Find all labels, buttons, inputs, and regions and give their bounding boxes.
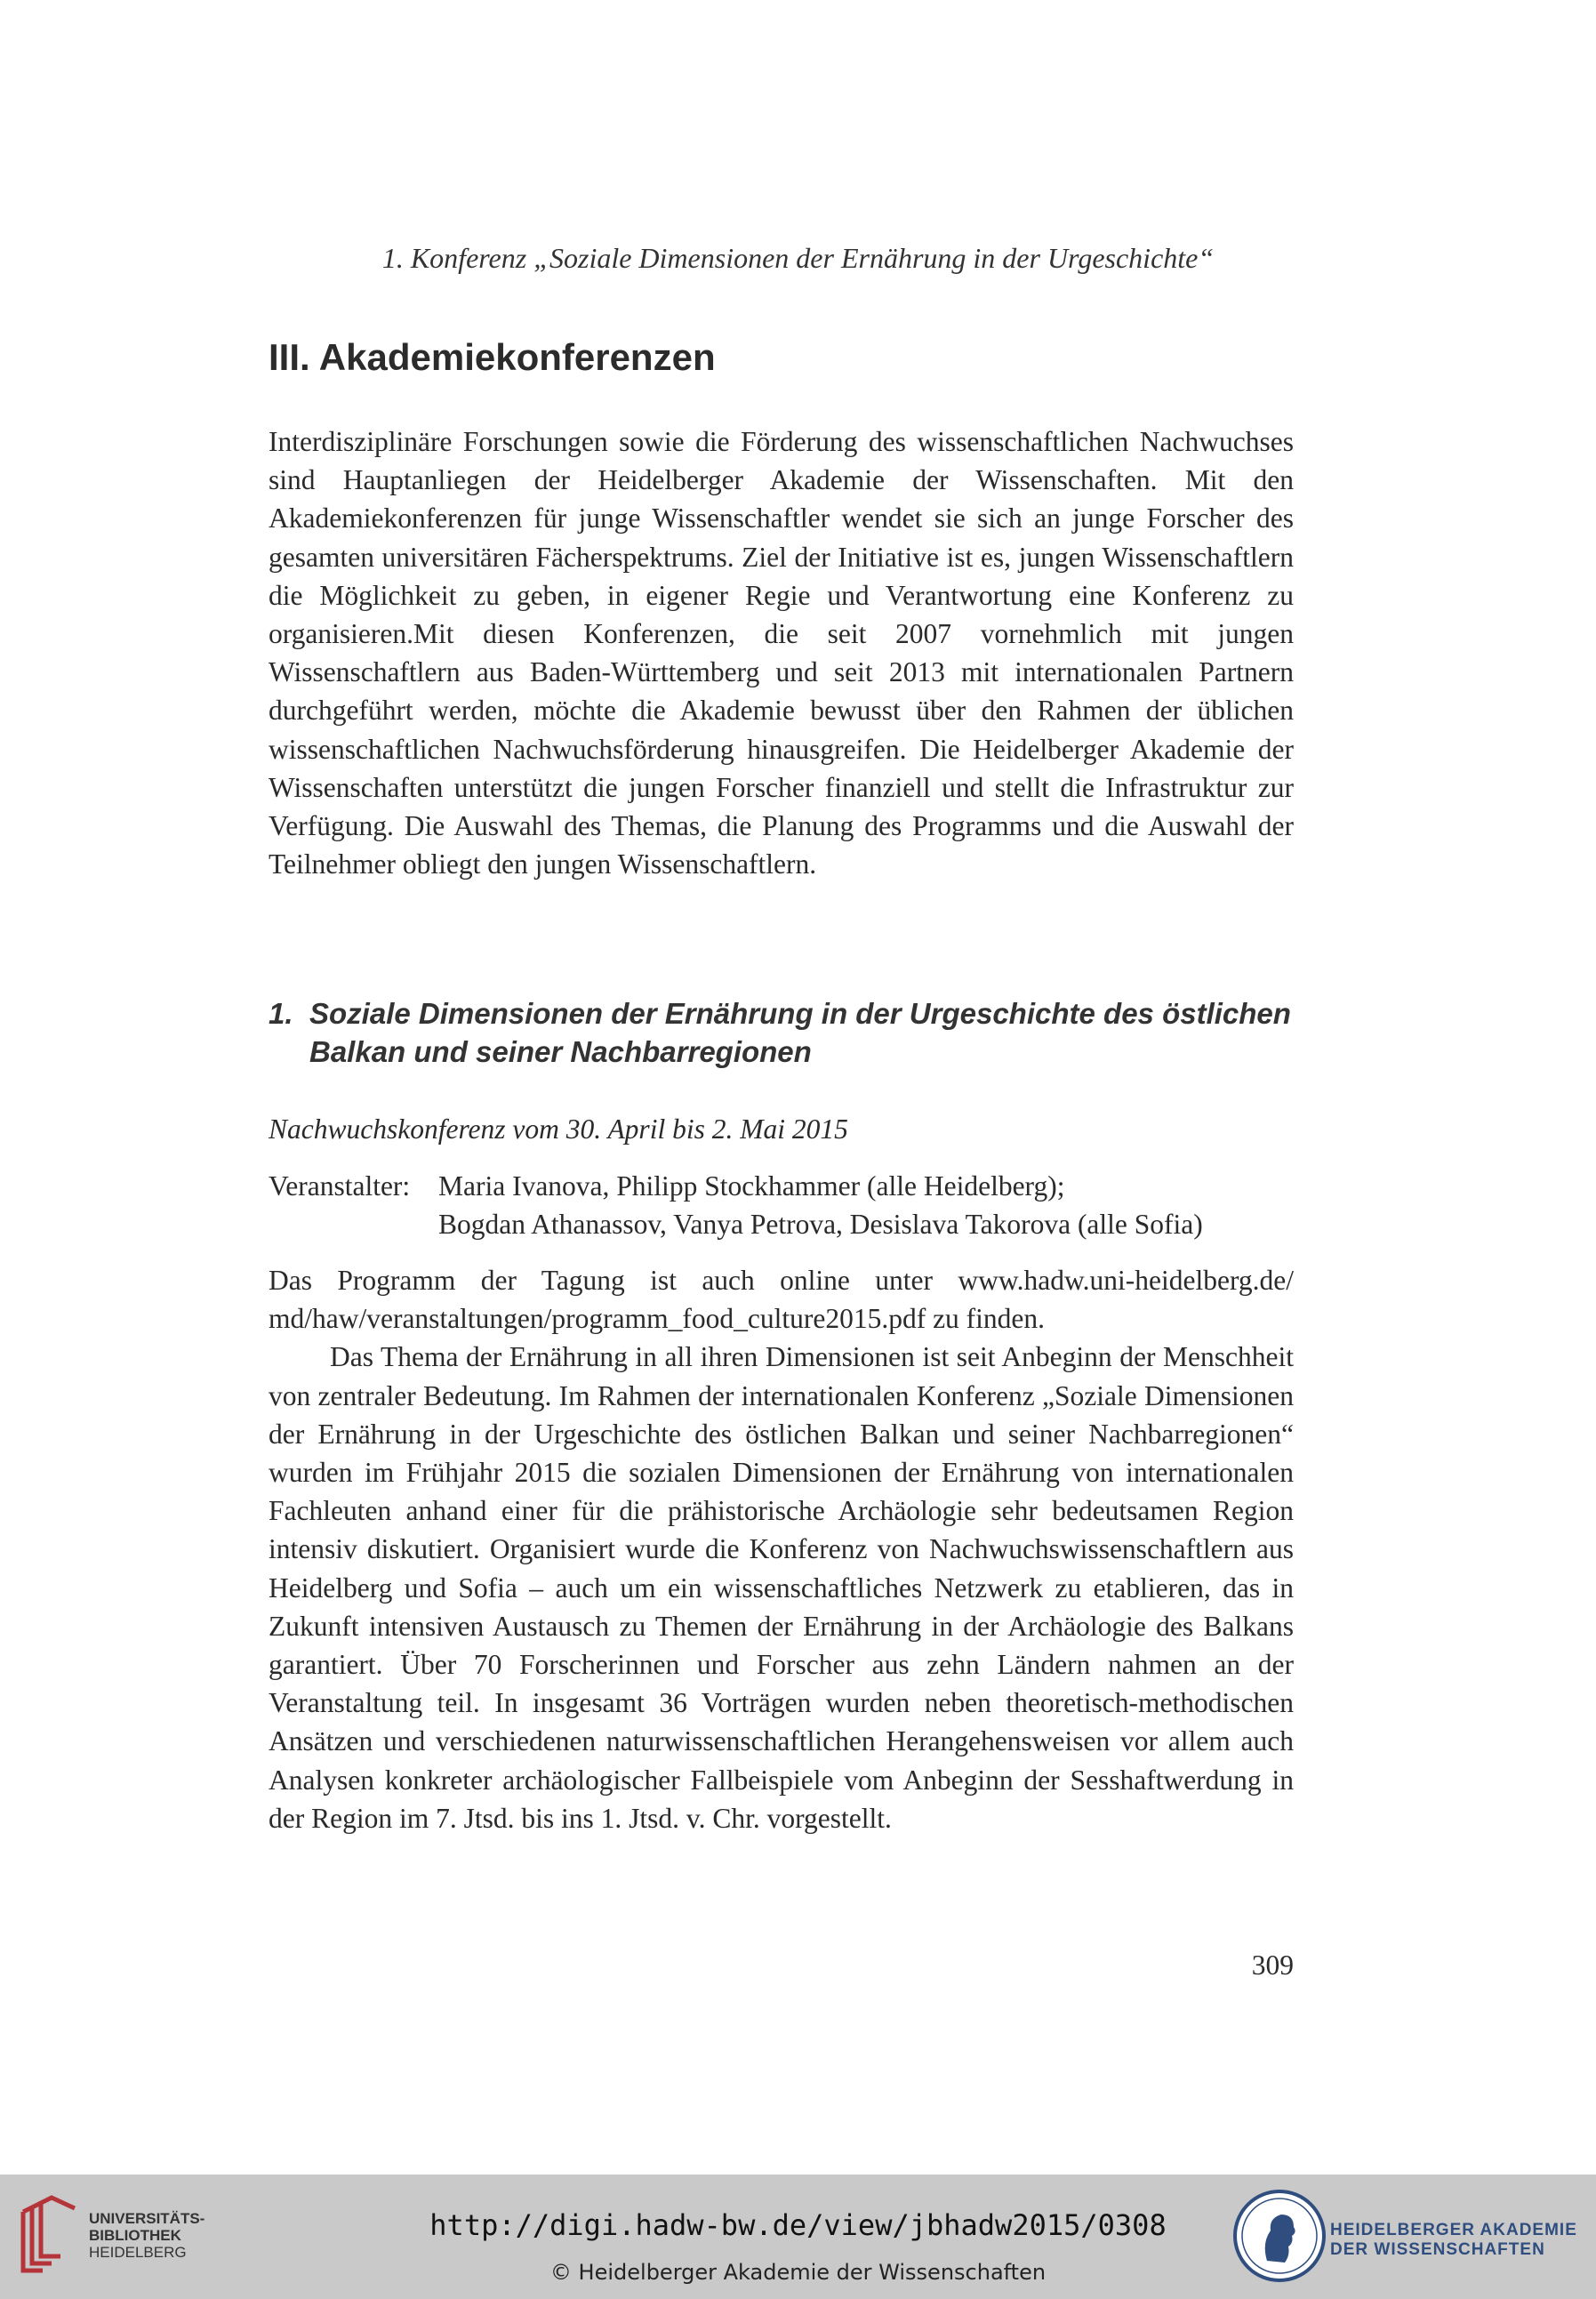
section-number: 1. bbox=[269, 997, 293, 1030]
ub-line: UNIVERSITÄTS- bbox=[89, 2210, 205, 2227]
section-heading bbox=[269, 994, 1300, 1071]
organizers-label: Veranstalter: bbox=[269, 1170, 411, 1202]
organizers-line: Maria Ivanova, Philipp Stockhammer (alle Heidelberg); bbox=[438, 1170, 1065, 1202]
source-url-link[interactable]: http://digi.hadw-bw.de/view/jbhadw2015/0308 bbox=[429, 2208, 1167, 2242]
academy-line: DER WISSENSCHAFTEN bbox=[1330, 2240, 1545, 2259]
program-paragraph: Das Programm der Tagung ist auch online unter www.hadw.uni-heidelberg.de/​md/haw/veranstaltungen/programm_food_culture2015.pdf zu finden. bbox=[269, 1265, 1294, 1335]
running-head: 1. Konferenz „Soziale Dimensionen der Ernährung in der Urgeschichte“ bbox=[381, 242, 1215, 274]
chapter-title: III. Akademiekonferenzen bbox=[269, 336, 716, 378]
ub-line: HEIDELBERG bbox=[89, 2244, 187, 2261]
organizers-line: Bogdan Athanassov, Vanya Petrova, Desislava Takorova (alle Sofia) bbox=[438, 1209, 1203, 1240]
main-paragraph: Das Thema der Ernährung in all ihren Dimensionen ist seit Anbeginn der Menschheit von zentraler Bedeutung. Im Rahmen der internationalen Konferenz „Soziale Dimensionen der Ernährung in der Urgeschichte des östlichen Balkan und seiner Nachbarregionen“ wurden im Frühjahr 2015 die sozialen Dimensionen der Ernährung von internationalen Fachleuten anhand einer für die prähistorische Archäologie sehr bedeutsamen Region intensiv diskutiert. Organisiert wurde die Konferenz von Nachwuchswissenschaftlern aus Heidelberg und Sofia – auch um ein wissenschaftliches Netzwerk zu etablieren, das in Zukunft intensiven Austausch zu Themen der Ernährung in der Archäologie des Balkans garantiert. Über 70 Forscherinnen und Forscher aus zehn Ländern nahmen an der Veranstaltung teil. In insgesamt 36 Vorträgen wurden neben theoretisch-methodischen Ansätzen und verschiedenen naturwissenschaftlichen Herangehensweisen vor allem auch Analysen konkreter archäologischer Fallbeispiele vom Anbeginn der Sesshaftwerdung in der Region im 7. Jtsd. bis ins 1. Jtsd. v. Chr. vorgestellt. bbox=[269, 1341, 1294, 1834]
program-text bbox=[269, 1261, 1294, 1837]
footer-bar bbox=[0, 2174, 1596, 2299]
intro-paragraph: Interdisziplinäre Forschungen sowie die Förderung des wissenschaftlichen Nachwuchses sind Hauptanliegen der Heidelberger Akademie der Wissenschaften. Mit den Akademiekonferenzen für junge Wissenschaftler wendet sie sich an junge Forscher des gesamten universitären Fächerspektrums. Ziel der Initiative ist es, jungen Wissenschaftlern die Möglichkeit zu geben, in eigener Regie und Verantwortung eine Konferenz zu organisieren.Mit diesen Konferenzen, die seit 2007 vornehmlich mit jungen Wissenschaftlern aus Baden-Württemberg und seit 2013 mit internationalen Partnern durchgeführt werden, möchte die Akademie bewusst über den Rahmen der üblichen wissenschaftlichen Nachwuchsförderung hinausgreifen. Die Heidelberger Akademie der Wissenschaften unterstützt die jungen Forscher finanziell und stellt die Infrastruktur zur Verfügung. Die Auswahl des Themas, die Planung des Programms und die Auswahl der Teilnehmer obliegt den jungen Wissenschaftlern. bbox=[269, 426, 1294, 880]
copyright-notice: © Heidelberger Akademie der Wissenschaften bbox=[549, 2260, 1047, 2285]
ub-line: BIBLIOTHEK bbox=[89, 2227, 181, 2244]
academy-seal-icon bbox=[1231, 2188, 1327, 2284]
organizers-block bbox=[269, 1167, 1300, 1243]
page-number: 309 bbox=[1251, 1949, 1294, 1981]
section-title: Soziale Dimensionen der Ernährung in der Urgeschichte des östlichen Balkan und seiner Nachbarregionen bbox=[309, 997, 1291, 1068]
academy-name bbox=[1330, 2221, 1577, 2260]
academy-line: HEIDELBERGER AKADEMIE bbox=[1330, 2221, 1577, 2239]
conference-subtitle: Nachwuchskonferenz vom 30. April bis 2. Mai 2015 bbox=[269, 1113, 848, 1145]
